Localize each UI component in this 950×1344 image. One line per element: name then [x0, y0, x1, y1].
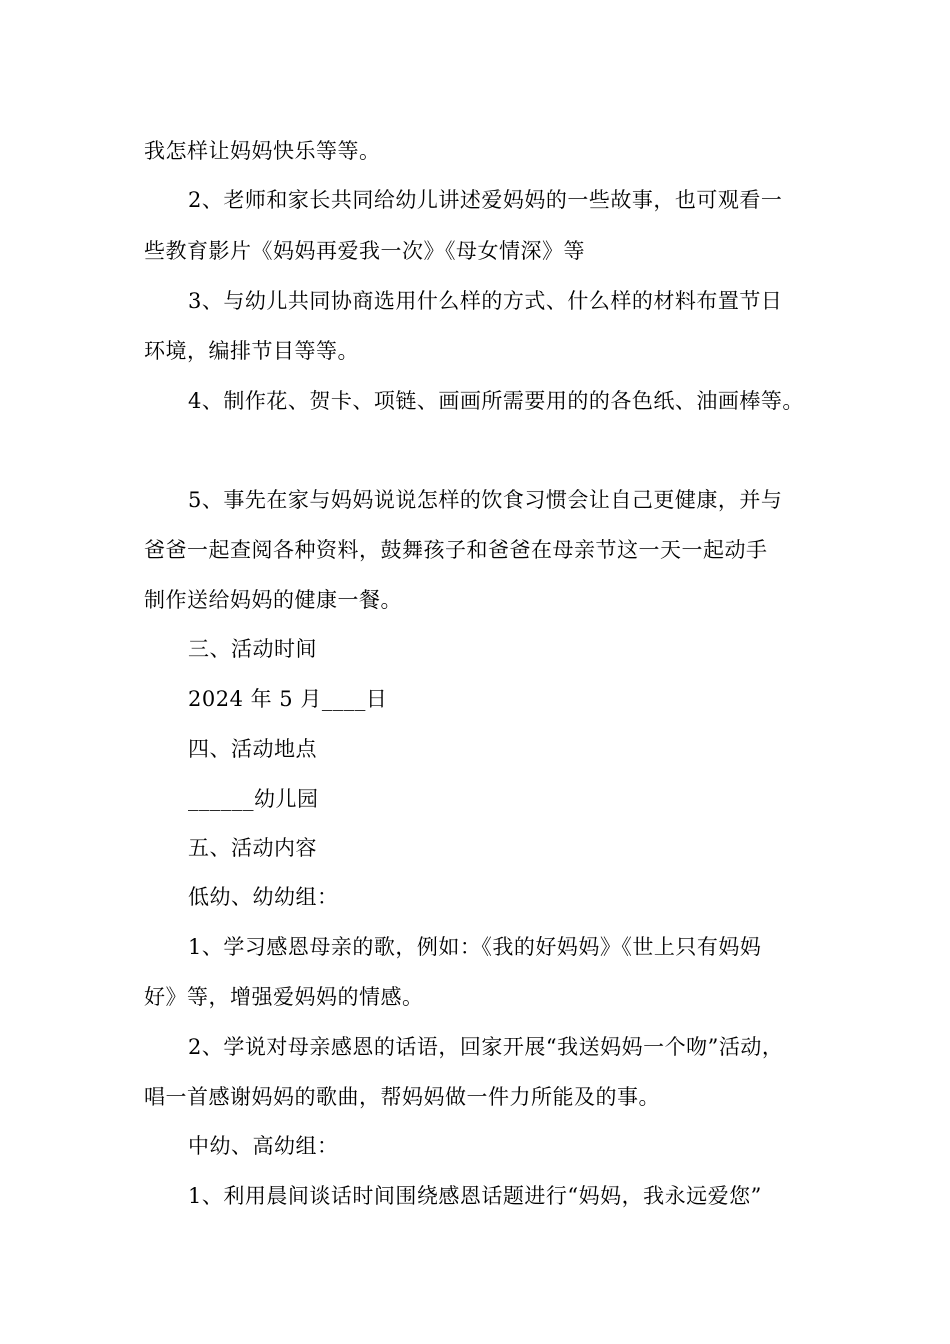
- section-heading: 五、活动内容: [188, 836, 317, 860]
- section-heading: 四、活动地点: [188, 737, 317, 761]
- paragraph-line: 1、学习感恩母亲的歌，例如：《我的好妈妈》《世上只有妈妈: [188, 935, 762, 959]
- paragraph-line: 好》等，增强爱妈妈的情感。: [144, 985, 424, 1009]
- paragraph-line: 4、制作花、贺卡、项链、画画所需要用的的各色纸、油画棒等。: [188, 389, 804, 413]
- paragraph-line: 2、学说对母亲感恩的话语，回家开展“我送妈妈一个吻”活动，: [188, 1035, 784, 1059]
- paragraph-line: 爸爸一起查阅各种资料，鼓舞孩子和爸爸在母亲节这一天一起动手: [144, 538, 768, 562]
- group-heading: 中幼、高幼组：: [188, 1134, 339, 1158]
- section-heading: 三、活动时间: [188, 637, 317, 661]
- paragraph-line: 3、与幼儿共同协商选用什么样的方式、什么样的材料布置节日: [188, 289, 783, 313]
- paragraph-line: 2、老师和家长共同给幼儿讲述爱妈妈的一些故事，也可观看一: [188, 188, 783, 212]
- paragraph-line: 唱一首感谢妈妈的歌曲，帮妈妈做一件力所能及的事。: [144, 1085, 660, 1109]
- paragraph-line: 5、事先在家与妈妈说说怎样的饮食习惯会让自己更健康，并与: [188, 488, 783, 512]
- activity-location: ______幼儿园: [188, 787, 319, 811]
- group-heading: 低幼、幼幼组：: [188, 885, 339, 909]
- activity-date: 2024 年 5 月____日: [188, 687, 388, 711]
- paragraph-line: 我怎样让妈妈快乐等等。: [144, 139, 381, 163]
- paragraph-line: 1、利用晨间谈话时间围绕感恩话题进行“妈妈，我永远爱您”: [188, 1184, 762, 1208]
- paragraph-line: 制作送给妈妈的健康一餐。: [144, 588, 402, 612]
- paragraph-line: 环境，编排节目等等。: [144, 339, 359, 363]
- paragraph-line: 些教育影片《妈妈再爱我一次》《母女情深》等: [144, 239, 585, 263]
